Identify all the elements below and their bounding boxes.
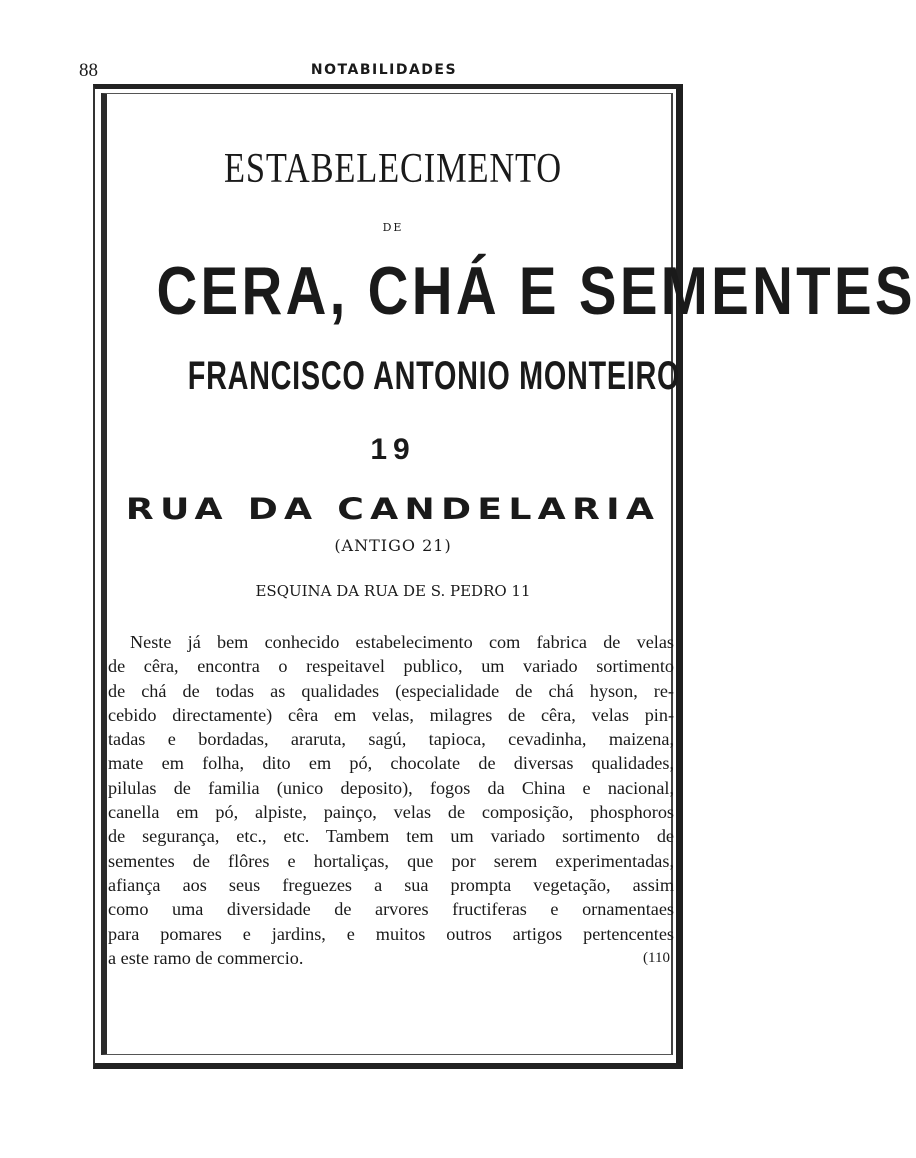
body-line: canella em pó, alpiste, painço, velas de composição, phosphoros [108,802,674,823]
body-line: tadas e bordadas, araruta, sagú, tapioca, cevadinha, maizena, [108,729,674,750]
body-line: como uma diversidade de arvores fructiferas e ornamentaes [108,899,674,920]
body-line: pilulas de familia (unico deposito), fogos da China e nacional, [108,777,674,798]
street-number: 19 [370,433,416,466]
former-number: (ANTIGO 21) [334,536,452,555]
body-last-line [108,946,674,970]
body-line: afiança aos seus freguezes a sua prompta vegetação, assim [108,874,674,895]
page-number: 88 [79,60,98,81]
body-line: a este ramo de commercio. [108,947,304,968]
street-name: RUA DA CANDELARIA [125,492,661,526]
establishment-heading: ESTABELECIMENTO [224,146,562,192]
proprietor-name: FRANCISCO ANTONIO MONTEIRO [187,354,681,398]
body-line: de cêra, encontra o respeitavel publico, um variado sortimento [108,656,674,677]
body-line: de chá de todas as qualidades (especialidade de chá hyson, re- [108,680,674,701]
body-line: mate em folha, dito em pó, chocolate de diversas qualidades, [108,753,674,774]
de-connector: DE [382,221,404,234]
corner-address: ESQUINA DA RUA DE S. PEDRO 11 [255,582,531,600]
body-line: de segurança, etc., etc. Tambem tem um variado sortimento de [108,826,674,847]
advert-body [108,630,674,970]
running-title: NOTABILIDADES [310,62,458,78]
goods-headline: CERA, CHÁ E SEMENTES [156,253,916,329]
body-line: cebido directamente) cêra em velas, milagres de cêra, velas pin- [108,704,674,725]
reference-number: (110 [643,949,670,966]
body-line: sementes de flôres e hortaliças, que por serem experimentadas, [108,850,674,871]
body-line: Neste já bem conhecido estabelecimento com fabrica de velas [130,632,674,652]
body-line: para pomares e jardins, e muitos outros artigos pertencentes [108,923,674,944]
